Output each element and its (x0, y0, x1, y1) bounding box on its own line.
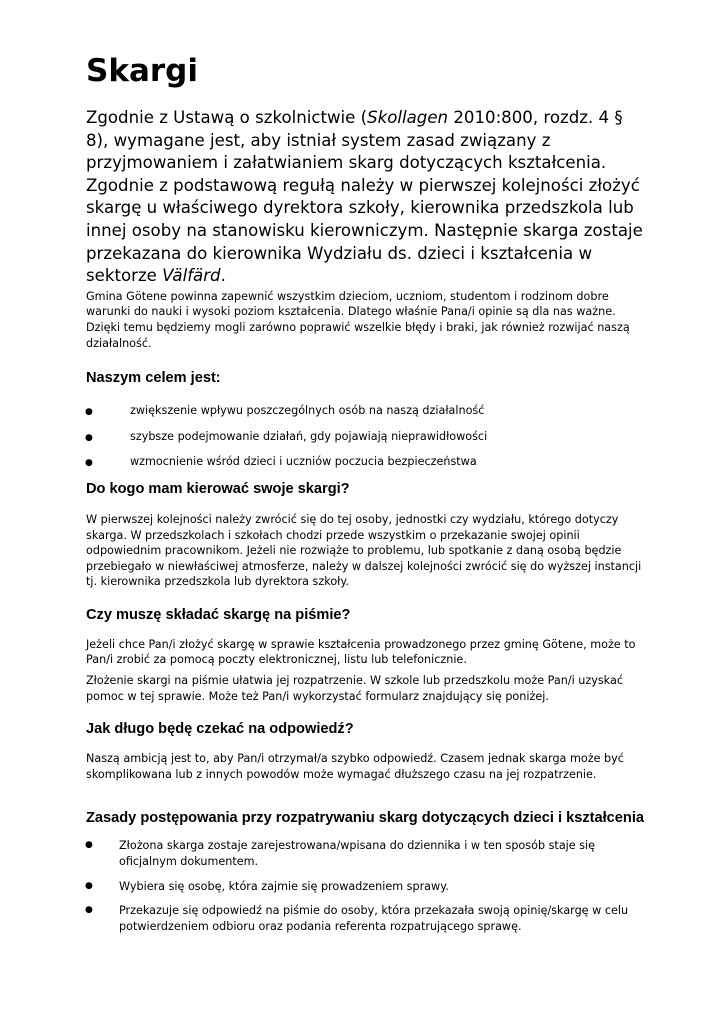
procedure-list (86, 838, 646, 934)
list-item: ● Przekazuje się odpowiedź na piśmie do osoby, która przekazała swoją opinię/skargę w celu potwierdzeniem odbioru oraz podania referenta rozpatrującego sprawę. (85, 904, 629, 933)
goals-list (86, 403, 646, 470)
bullet-icon: ● (85, 905, 93, 916)
response-paragraph: Naszą ambicją jest to, aby Pan/i otrzymał/a szybko odpowiedź. Czasem jednak skarga może być skomplikowana lub z innych powodów może wymagać dłuższego czasu na jej rozpatrzenie. (86, 752, 624, 781)
whom-heading: Do kogo mam kierować swoje skargi? (86, 480, 350, 497)
page-title: Skargi (86, 53, 198, 89)
sector-name: Välfärd (162, 266, 221, 286)
list-item: ● szybsze podejmowanie działań, gdy pojawiają nieprawidłowości (86, 429, 646, 445)
writing-heading: Czy muszę składać skargę na piśmie? (86, 606, 351, 623)
list-item: ● zwiększenie wpływu poszczególnych osób na naszą działalność (86, 403, 646, 419)
intro-text-start: Zgodnie z Ustawą o szkolnictwie ( (86, 108, 368, 127)
bullet-icon: ● (85, 432, 93, 443)
response-heading: Jak długo będę czekać na odpowiedź? (86, 721, 354, 738)
procedure-heading: Zasady postępowania przy rozpatrywaniu skarg dotyczących dzieci i kształcenia (86, 810, 644, 827)
bullet-icon: ● (85, 880, 93, 891)
law-name: Skollagen (367, 108, 449, 127)
bullet-icon: ● (85, 458, 93, 469)
document-page (86, 52, 646, 943)
list-item: ● Złożona skarga zostaje zarejestrowana/wpisana do dziennika i w ten sposób staje się oficjalnym dokumentem. (85, 839, 596, 869)
list-item: ● wzmocnienie wśród dzieci i uczniów poczucia bezpieczeństwa (86, 454, 646, 470)
writing-paragraph-1: Jeżeli chce Pan/i złożyć skargę w sprawie kształcenia prowadzonego przez gminę Götene, może to Pan/i zrobić za pomocą poczty elektronicznej, listu lub telefonicznie. (86, 637, 636, 667)
intro-paragraph (86, 107, 646, 288)
whom-paragraph: W pierwszej kolejności należy zwrócić się do tej osoby, jednostki czy wydziału, którego dotyczy skarga. W przedszkolach i szkołach chodzi przede wszystkim o przekazanie swojej opinii odpowiednim pracownikom. Jeżeli nie rozwiąże to problemu, lub spotkanie z daną osobą będzie przebiegało w niewłaściwej atmosferze, należy w dalszej kolejności zwrócić się do wyższej instancji tj. kierownika przedszkola lub dyrektora szkoły. (86, 512, 642, 589)
goals-heading: Naszym celem jest: (86, 370, 221, 387)
intro-small-paragraph: Gmina Götene powinna zapewnić wszystkim dzieciom, uczniom, studentom i rodzinom dobre warunki do nauki i wysoki poziom kształcenia. Dlatego właśnie Pana/i opinie są dla nas ważne. Dzięki temu będziemy mogli zarówno poprawić wszelkie błędy i braki, jak również rozwijać naszą działalność. (86, 289, 630, 350)
intro-text-middle: 2010:800, rozdz. 4 § 8), wymagane jest, aby istniał system zasad związany z przyjmowaniem i załatwianiem skarg dotyczących kształcenia. Zgodnie z podstawową regułą należy w pierwszej kolejności złożyć skargę u właściwego dyrektora szkoły, kierownika przedszkola lub innej osoby na stanowisku kierowniczym. Następnie skarga zostaje przekazana do kierownika Wydziału ds. dzieci i kształcenia w sektorze (86, 108, 643, 286)
list-item: ● Wybiera się osobę, która zajmie się prowadzeniem sprawy. (85, 879, 449, 893)
writing-paragraph-2: Złożenie skargi na piśmie ułatwia jej rozpatrzenie. W szkole lub przedszkolu może Pan/i uzyskać pomoc w tej sprawie. Może też Pan/i wykorzystać formularz znajdujący się poniżej. (86, 674, 623, 703)
bullet-icon: ● (85, 840, 93, 851)
bullet-icon: ● (85, 407, 93, 418)
intro-text-end: . (220, 266, 226, 286)
